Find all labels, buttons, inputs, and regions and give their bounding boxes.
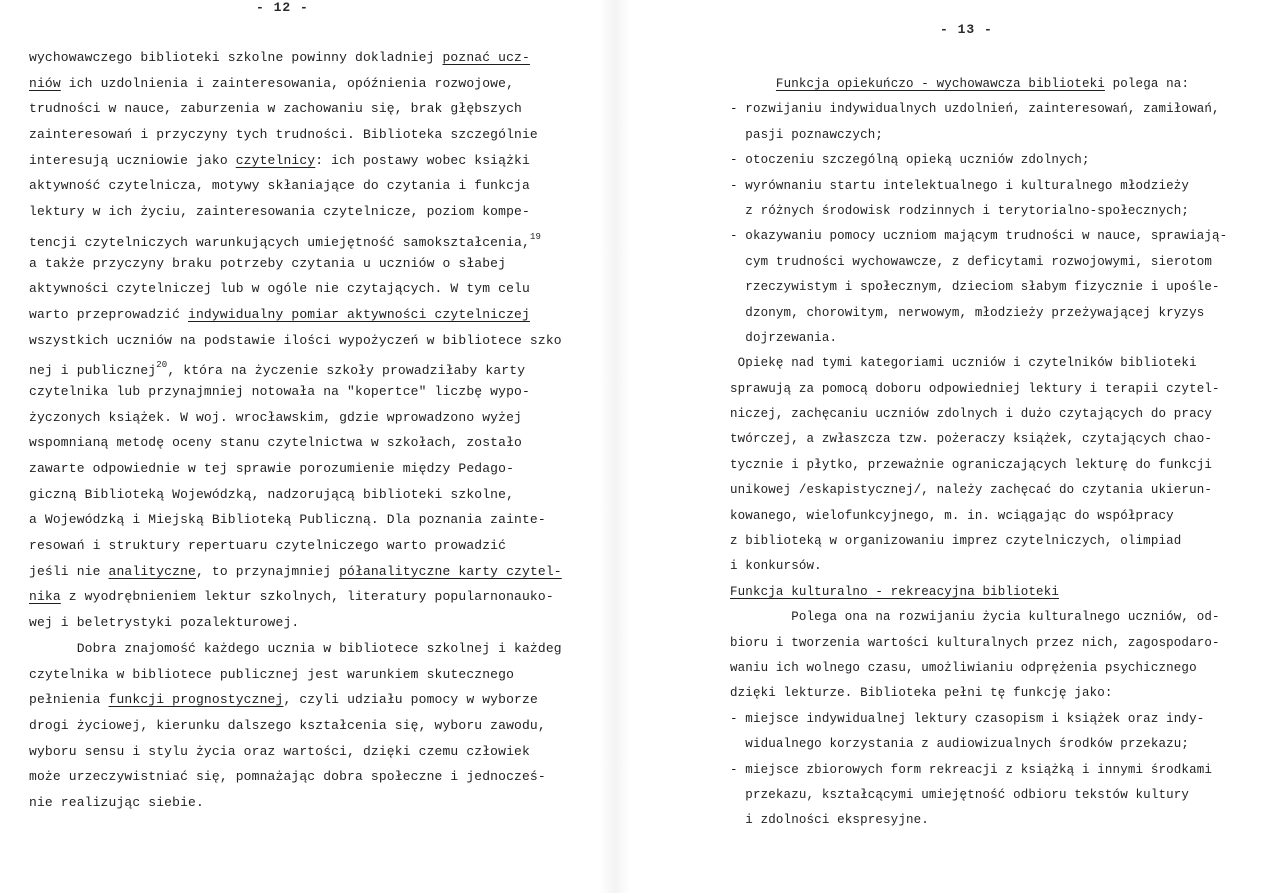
text-line: życzonych książek. W woj. wrocławskim, gdzie wprowadzono wyżej (29, 409, 522, 425)
footnote-ref: 20 (156, 360, 168, 371)
left-page (0, 0, 600, 893)
text-line: warto przeprowadzić indywidualny pomiar aktywności czytelniczej (29, 306, 530, 322)
text-line: lektury w ich życiu, zainteresowania czytelnicze, poziom kompe- (29, 204, 530, 220)
text-line: tycznie i płytko, przeważnie ograniczających lekturę do funkcji (730, 457, 1213, 472)
list-item: - rozwijaniu indywidualnych uzdolnień, zainteresowań, zamiłowań, (730, 102, 1220, 117)
page-number: - 12 - (256, 0, 309, 15)
text-line: pasji poznawczych; (730, 127, 884, 142)
text-line: a także przyczyny braku potrzeby czytania u uczniów o słabej (29, 255, 507, 271)
text-line: nie realizując siebie. (29, 794, 204, 810)
text-line: sprawują za pomocą doboru odpowiedniej lektury i terapii czytel- (730, 381, 1220, 396)
page-gutter (600, 0, 630, 893)
text-body (730, 72, 1227, 834)
text-line: nej i publicznej$^{20}$, która na życzenie szkoły prowadziłaby karty (29, 360, 526, 379)
text-line: wej i beletrystyki pozalekturowej. (29, 615, 300, 631)
text-line: aktywność czytelnicza, motywy skłaniające do czytania i funkcja (29, 178, 530, 194)
text-line: niczej, zachęcaniu uczniów zdolnych i dużo czytających do pracy (730, 407, 1213, 422)
text-line: trudności w nauce, zaburzenia w zachowaniu się, brak głębszych (29, 101, 522, 117)
list-item: - okazywaniu pomocy uczniom mającym trudności w nauce, sprawiają- (730, 229, 1228, 244)
text-line: wspomnianą metodę oceny stanu czytelnictwa w szkołach, zostało (29, 435, 522, 451)
text-line: niów ich uzdolnienia i zainteresowania, opóźnienia rozwojowe, (29, 75, 515, 91)
text-line: tencji czytelniczych warunkujących umiejętność samokształcenia,$^{19}$ (29, 231, 542, 250)
text-line: widualnego korzystania z audiowizualnych środków przekazu; (730, 737, 1190, 752)
text-line: i zdolności ekspresyjne. (730, 813, 929, 828)
text-line: jeśli nie analityczne, to przynajmniej półanalityczne karty czytel- (29, 563, 562, 579)
text-line: waniu ich wolnego czasu, umożliwianiu odprężenia psychicznego (730, 660, 1197, 675)
text-line: z różnych środowisk rodzinnych i terytorialno-społecznych; (730, 203, 1190, 218)
text-line: zainteresowań i przyczyny tych trudności. Biblioteka szczególnie (29, 127, 538, 143)
list-item: - miejsce indywidualnej lektury czasopism i książek oraz indy- (730, 711, 1205, 726)
section-heading: Funkcja opiekuńczo - wychowawcza biblioteki polega na: (775, 77, 1190, 91)
text-line: dzonym, chorowitym, nerwowym, młodzieży przeżywającej kryzys (730, 305, 1205, 320)
page-number: - 13 - (940, 22, 993, 37)
text-line: nika z wyodrębnieniem lektur szkolnych, literatury popularnonauko- (29, 589, 554, 605)
list-item: - otoczeniu szczególną opieką uczniów zdolnych; (730, 153, 1090, 168)
text-line: zawarte odpowiednie w tej sprawie porozumienie między Pedago- (29, 461, 515, 476)
text-line: czytelnika lub przynajmniej notowała na "kopertce" liczbę wypo- (29, 383, 530, 399)
text-line: przekazu, kształcącymi umiejętność odbioru tekstów kultury (730, 787, 1190, 802)
text-line: pełnienia funkcji prognostycznej, czyli udziału pomocy w wyborze (29, 692, 538, 708)
text-line: może urzeczywistniać się, pomnażając dobra społeczne i jednocześ- (29, 769, 546, 785)
text-line: dzięki lekturze. Biblioteka pełni tę funkcję jako: (730, 686, 1113, 701)
text-line: i konkursów. (730, 559, 822, 574)
text-line: resowań i struktury repertuaru czytelniczego warto prowadzić (29, 538, 507, 554)
text-line: kowanego, wielofunkcyjnego, m. in. wciągając do współpracy (730, 508, 1174, 523)
text-line: Opiekę nad tymi kategoriami uczniów i czytelników biblioteki (730, 356, 1197, 371)
text-line: wyboru sensu i stylu życia oraz wartości, dzięki czemu człowiek (29, 743, 530, 759)
text-line: a Wojewódzką i Miejską Biblioteką Publiczną. Dla poznania zainte- (29, 512, 546, 528)
text-line: Polega ona na rozwijaniu życia kulturalnego uczniów, od- (730, 610, 1220, 625)
text-line: dojrzewania. (730, 330, 838, 345)
text-line: unikowej /eskapistycznej/, należy zachęcać do czytania ukierun- (730, 483, 1213, 498)
text-line: bioru i tworzenia wartości kulturalnych przez nich, zagospodaro- (730, 635, 1220, 650)
text-line: aktywności czytelniczej lub w ogóle nie czytających. W tym celu (29, 281, 530, 297)
text-line: z biblioteką w organizowaniu imprez czytelniczych, olimpiad (730, 534, 1182, 549)
text-line: interesują uczniowie jako czytelnicy: ich postawy wobec książki (29, 152, 530, 168)
section-heading: Funkcja kulturalno - rekreacyjna biblioteki (730, 584, 1060, 599)
list-item: - wyrównaniu startu intelektualnego i kulturalnego młodzieży (730, 178, 1190, 193)
text-line: czytelnika w bibliotece publicznej jest warunkiem skutecznego (29, 666, 515, 682)
text-line: giczną Biblioteką Wojewódzką, nadzorującą biblioteki szkolne, (29, 486, 515, 502)
footnote-ref: 19 (529, 231, 542, 242)
text-body (29, 45, 562, 816)
list-item: - miejsce zbiorowych form rekreacji z książką i innymi środkami (730, 762, 1213, 777)
text-line: Dobra znajomość każdego ucznia w bibliotece szkolnej i każdeg (29, 640, 562, 656)
text-line: rzeczywistym i społecznym, dzieciom słabym fizycznie i upośle- (730, 280, 1220, 295)
text-line: wychowawczego biblioteki szkolne powinny dokladniej poznać ucz- (29, 50, 530, 65)
right-page (630, 0, 1263, 893)
text-line: twórczej, a zwłaszcza tzw. pożeraczy książek, czytających chao- (730, 432, 1213, 447)
text-line: cym trudności wychowawcze, z deficytami rozwojowymi, sierotom (730, 254, 1213, 269)
text-line: drogi życiowej, kierunku dalszego kształcenia się, wyboru zawodu, (29, 717, 546, 733)
text-line: wszystkich uczniów na podstawie ilości wypożyczeń w bibliotece szko (29, 332, 562, 348)
